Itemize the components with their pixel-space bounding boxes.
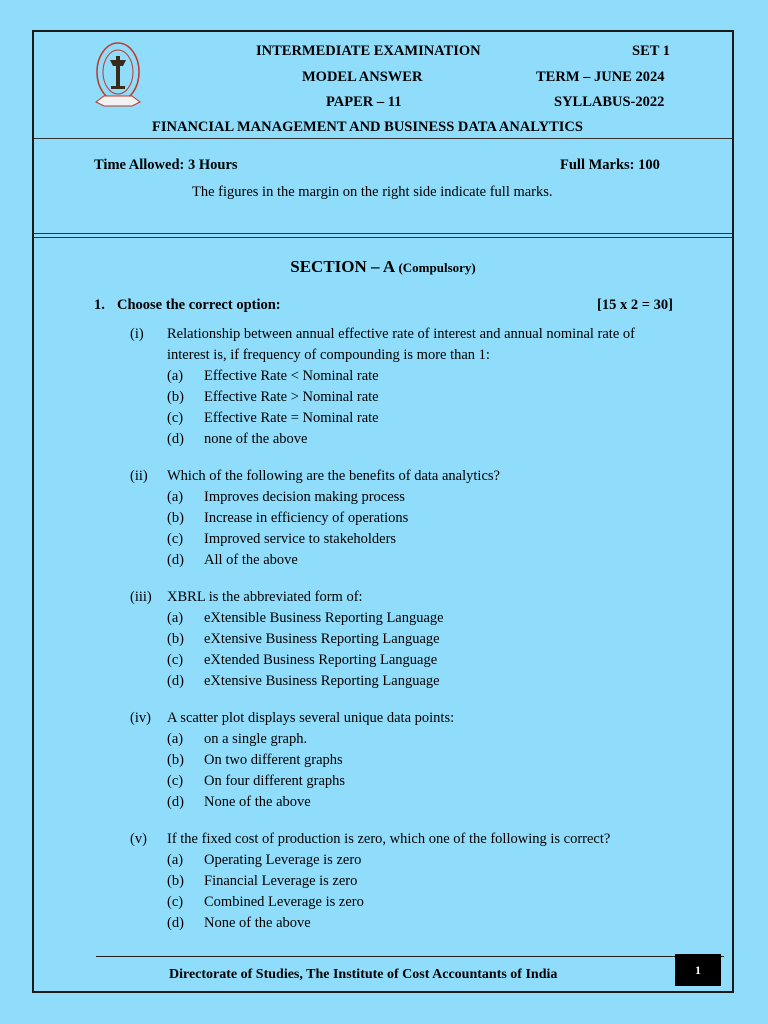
option-label: (d) xyxy=(167,431,184,447)
option-label: (b) xyxy=(167,389,184,405)
option-text: Improved service to stakeholders xyxy=(204,531,397,547)
subquestion-text-line: A scatter plot displays several unique data points: xyxy=(167,710,455,726)
section-divider-bottom xyxy=(34,237,732,238)
option-label: (d) xyxy=(167,673,184,689)
section-subtitle: (Compulsory) xyxy=(398,260,476,275)
option-text: Effective Rate = Nominal rate xyxy=(204,410,379,426)
institute-logo-icon xyxy=(94,40,142,110)
instructions-note: The figures in the margin on the right side indicate full marks. xyxy=(192,184,553,200)
option-label: (c) xyxy=(167,531,184,547)
option-text: All of the above xyxy=(204,552,298,568)
option-label: (a) xyxy=(167,489,184,505)
option-label: (c) xyxy=(167,410,184,426)
paper-label: PAPER – 11 xyxy=(326,94,402,110)
option-label: (d) xyxy=(167,915,184,931)
option-text: On two different graphs xyxy=(204,752,343,768)
option-label: (a) xyxy=(167,610,184,626)
section-heading xyxy=(34,257,732,277)
option-label: (b) xyxy=(167,752,184,768)
option-label: (c) xyxy=(167,894,184,910)
subject-title: FINANCIAL MANAGEMENT AND BUSINESS DATA ANALYTICS xyxy=(152,119,583,135)
option-text: eXtensive Business Reporting Language xyxy=(204,673,440,689)
option-label: (b) xyxy=(167,631,184,647)
option-label: (c) xyxy=(167,652,184,668)
option-label: (b) xyxy=(167,510,184,526)
question-text: Choose the correct option: xyxy=(117,297,281,313)
option-text: On four different graphs xyxy=(204,773,346,789)
footer-divider xyxy=(96,956,724,957)
time-allowed: Time Allowed: 3 Hours xyxy=(94,157,238,173)
question-number: 1. xyxy=(94,297,105,313)
option-text: Financial Leverage is zero xyxy=(204,873,358,889)
subquestion-text-line: If the fixed cost of production is zero, which one of the following is correct? xyxy=(167,831,611,847)
term-label: TERM – JUNE 2024 xyxy=(536,69,665,85)
page-frame xyxy=(32,30,734,993)
option-label: (d) xyxy=(167,552,184,568)
option-text: Improves decision making process xyxy=(204,489,405,505)
option-text: None of the above xyxy=(204,915,311,931)
section-divider-top xyxy=(34,233,732,234)
option-label: (b) xyxy=(167,873,184,889)
option-text: eXtended Business Reporting Language xyxy=(204,652,438,668)
page-number: 1 xyxy=(675,954,721,986)
set-label: SET 1 xyxy=(632,43,671,59)
subquestion-number: (iv) xyxy=(130,710,151,726)
option-text: Effective Rate < Nominal rate xyxy=(204,368,379,384)
footer-text: Directorate of Studies, The Institute of Cost Accountants of India xyxy=(169,967,558,982)
option-text: Increase in efficiency of operations xyxy=(204,510,409,526)
exam-title: INTERMEDIATE EXAMINATION xyxy=(256,43,481,59)
subquestion-number: (v) xyxy=(130,831,147,847)
option-text: eXtensible Business Reporting Language xyxy=(204,610,444,626)
option-text: none of the above xyxy=(204,431,308,447)
option-text: eXtensive Business Reporting Language xyxy=(204,631,440,647)
subquestion-text-line: Relationship between annual effective rate of interest and annual nominal rate of xyxy=(167,326,635,342)
subquestion-text-line: XBRL is the abbreviated form of: xyxy=(167,589,363,605)
header-divider xyxy=(34,138,732,139)
subquestion-text-line: Which of the following are the benefits of data analytics? xyxy=(167,468,500,484)
subquestion-number: (iii) xyxy=(130,589,152,605)
question-marks: [15 x 2 = 30] xyxy=(597,297,673,313)
option-label: (d) xyxy=(167,794,184,810)
option-label: (a) xyxy=(167,731,184,747)
syllabus-label: SYLLABUS-2022 xyxy=(554,94,665,110)
option-text: Combined Leverage is zero xyxy=(204,894,364,910)
option-text: Operating Leverage is zero xyxy=(204,852,362,868)
option-text: on a single graph. xyxy=(204,731,308,747)
model-answer-label: MODEL ANSWER xyxy=(302,69,423,85)
option-text: None of the above xyxy=(204,794,311,810)
option-label: (a) xyxy=(167,368,184,384)
section-title: SECTION – A xyxy=(290,257,395,276)
option-label: (a) xyxy=(167,852,184,868)
option-text: Effective Rate > Nominal rate xyxy=(204,389,379,405)
option-label: (c) xyxy=(167,773,184,789)
subquestion-number: (i) xyxy=(130,326,144,342)
subquestion-text-line: interest is, if frequency of compounding is more than 1: xyxy=(167,347,490,363)
full-marks: Full Marks: 100 xyxy=(560,157,660,173)
subquestion-number: (ii) xyxy=(130,468,148,484)
